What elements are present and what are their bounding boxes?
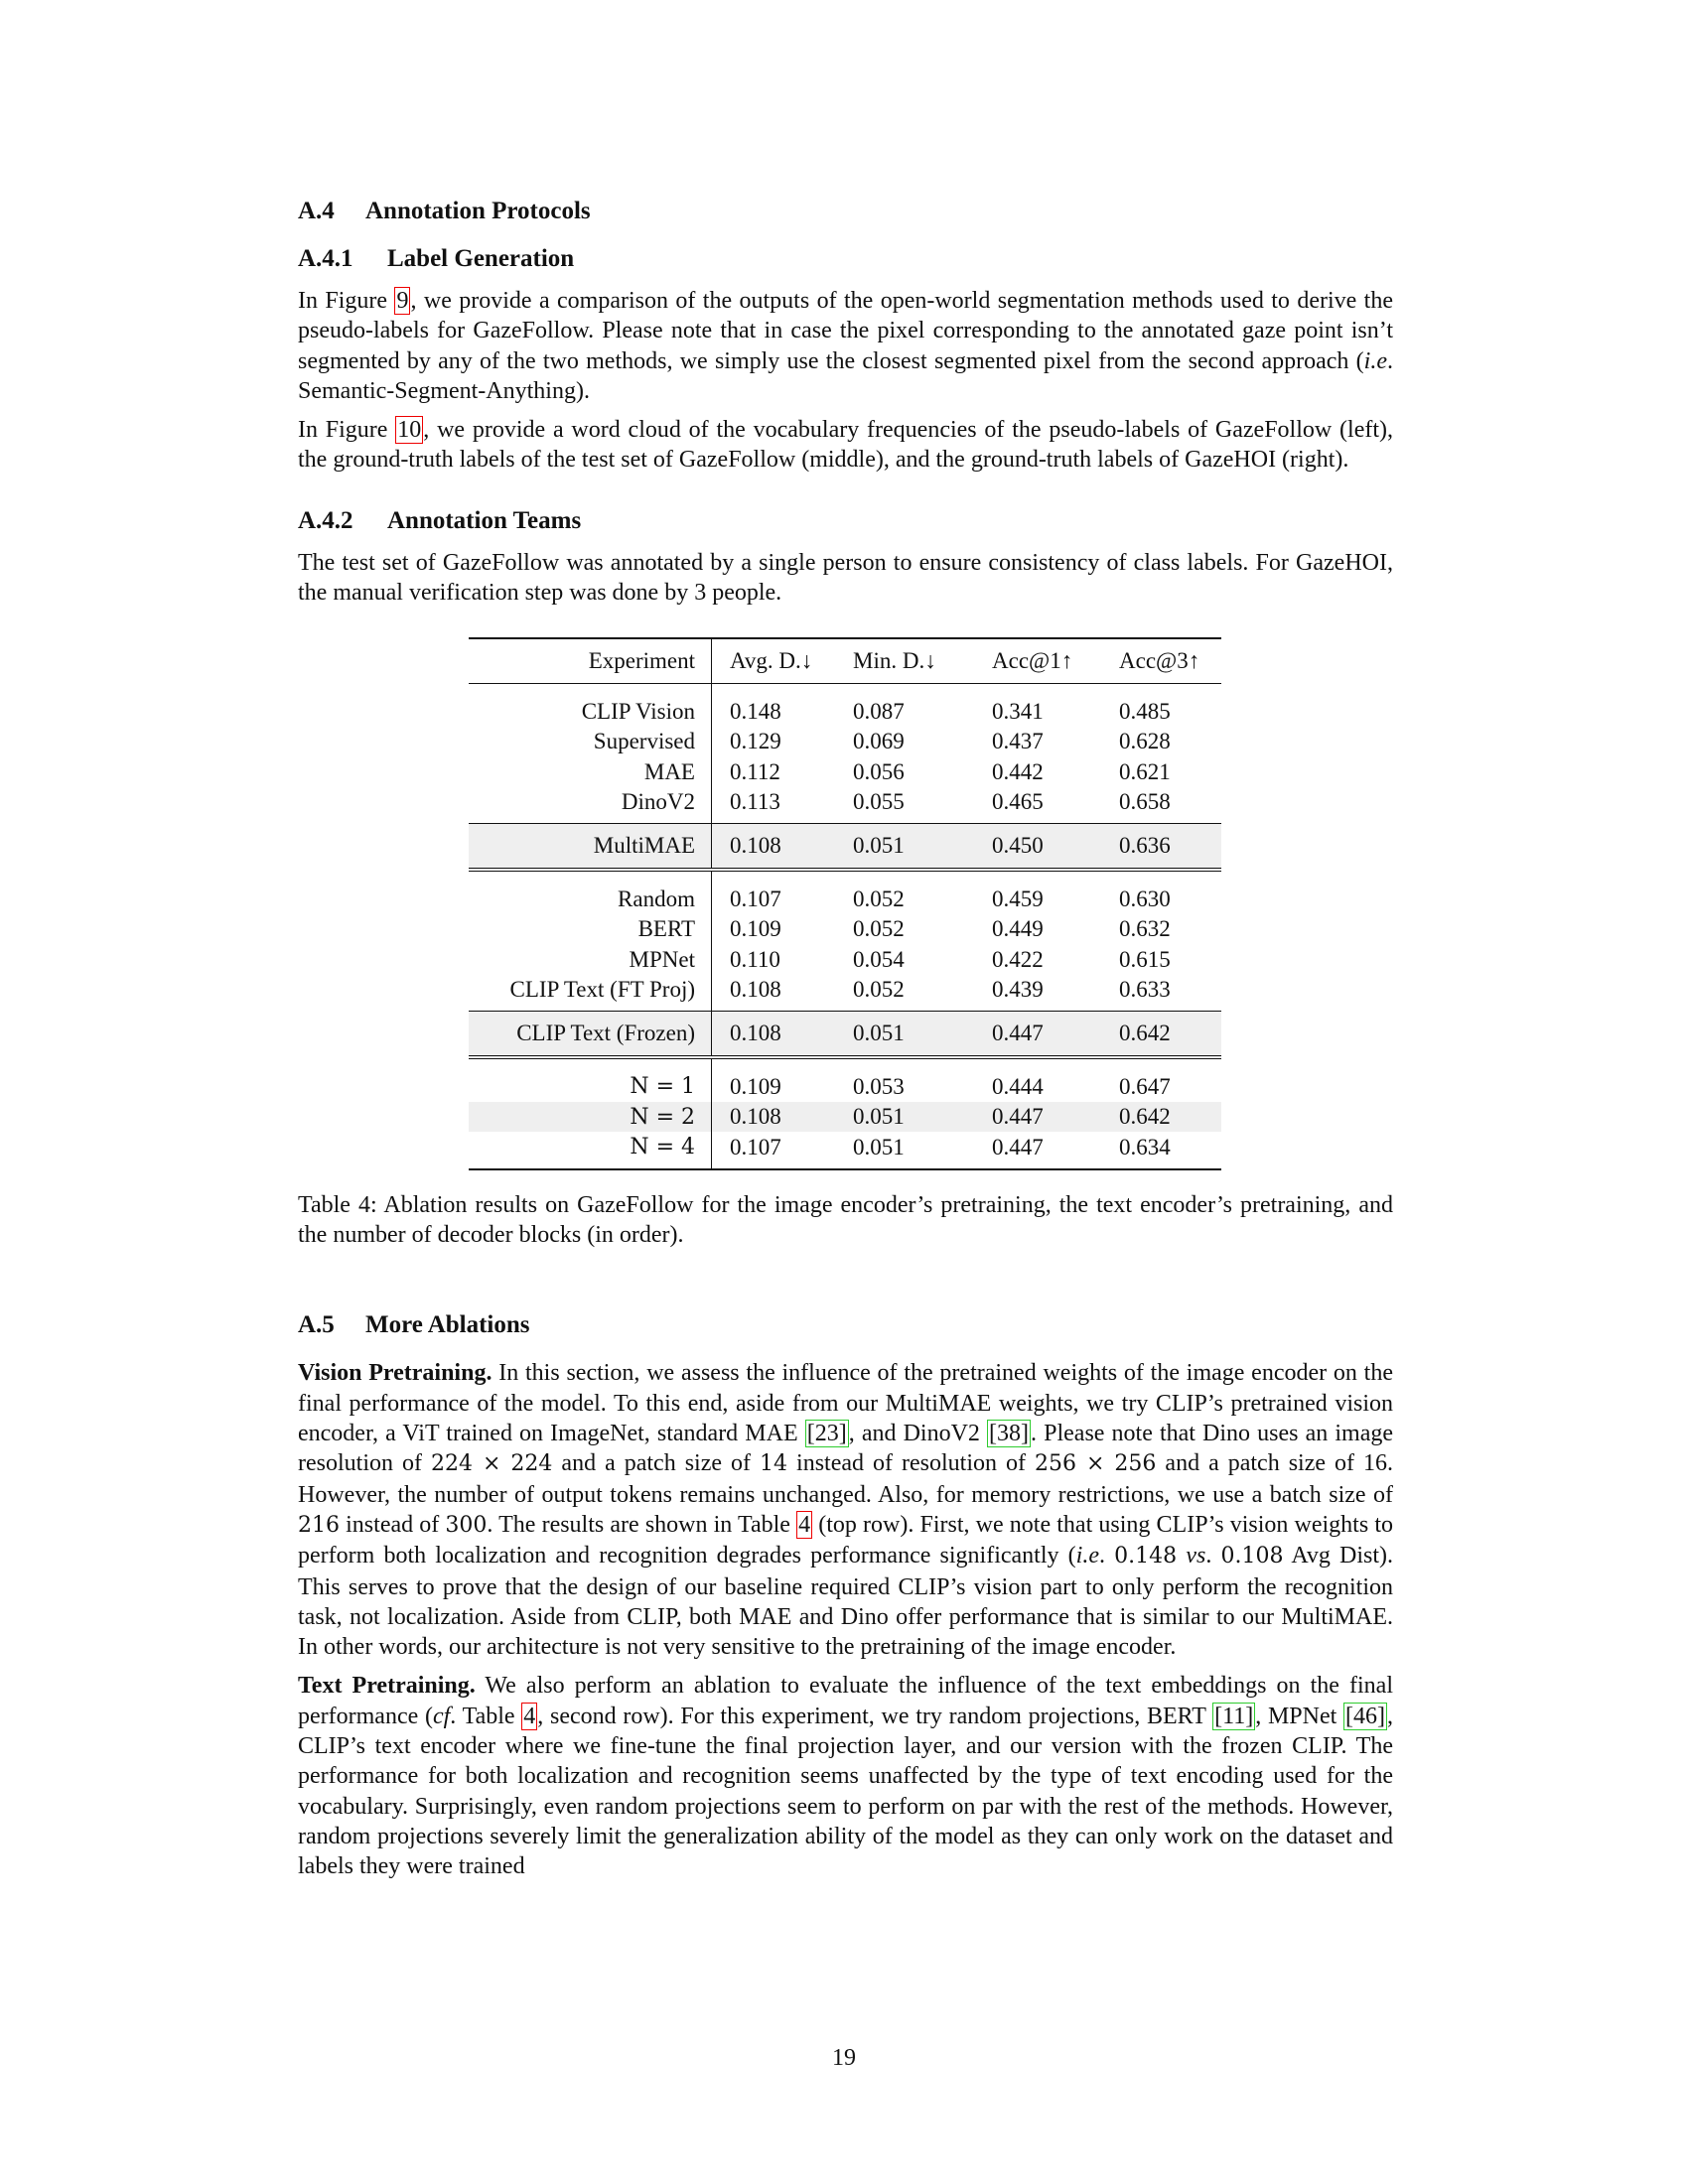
- table-row-highlight-multimae: [469, 824, 1221, 871]
- subsection-heading-a41: A.4.1 Label Generation: [298, 245, 575, 272]
- table-row: [469, 944, 1221, 975]
- header-acc1: Acc@1↑: [992, 648, 1073, 674]
- page-number: 19: [832, 2045, 856, 2071]
- table-cell: 0.108: [712, 1012, 840, 1058]
- table-cell: 0.110: [730, 946, 780, 972]
- paragraph-vision-pretraining: Vision Pretraining. In this section, we assess the influence of the pretrained weights of the image encoder on the final performance of the model. To this end, aside from our MultiMAE weights, we try CLIP’s pretrained vision encoder, a ViT trained on ImageNet, standard MAE [23], and DinoV2 [38]. Please note that Dino uses an image resolution of 224 × 224 and a patch size of 14 instead of resolution of 256 × 256 and a patch size of 16. However, the number of output tokens remains unchanged. Also, for memory restrictions, we use a batch size of 216 instead of 300. The results are shown in Table 4 (top row). First, we note that using CLIP’s vision weights to perform both localization and recognition degrades performance significantly (i.e. 0.148 vs. 0.108 Avg Dist). This serves to prove that the design of our baseline required CLIP’s vision part to only perform the recognition task, not localization. Aside from CLIP, both MAE and Dino offer performance that is similar to our MultiMAE. In other words, our architecture is not very sensitive to the pretraining of the image encoder.: [298, 1360, 1394, 1661]
- citation-ref-46[interactable]: [46]: [1345, 1703, 1385, 1729]
- table-cell: 0.108: [712, 1102, 840, 1133]
- table-cell: 0.459: [992, 886, 1044, 911]
- table-cell: 0.109: [730, 1073, 781, 1099]
- table-cell: 0.107: [730, 1134, 781, 1160]
- table-cell: N = 4: [469, 1132, 712, 1169]
- figure-ref-10[interactable]: 10: [397, 417, 422, 444]
- table-cell: 0.485: [1119, 698, 1171, 724]
- table-cell: 0.051: [853, 1134, 905, 1160]
- paper-page: [298, 197, 1393, 1891]
- citation-ref-38[interactable]: [38]: [989, 1421, 1030, 1447]
- table-cell: 0.051: [839, 1012, 962, 1058]
- table-ref-4-second[interactable]: 4: [523, 1703, 536, 1729]
- ablation-table: [469, 637, 1221, 1170]
- table-cell: 0.069: [853, 729, 905, 754]
- table-cell: 0.437: [992, 729, 1044, 754]
- table-cell: 0.442: [992, 758, 1044, 784]
- table-cell: 0.087: [853, 698, 905, 724]
- table-row: [469, 756, 1221, 787]
- table-cell: 0.642: [1091, 1012, 1221, 1058]
- table-cell: 0.449: [992, 916, 1044, 942]
- table-row: [469, 914, 1221, 945]
- table-row: [469, 684, 1221, 727]
- table-cell: 0.112: [730, 758, 780, 784]
- subsection-heading-a42: A.4.2 Annotation Teams: [298, 506, 582, 534]
- table-cell: 0.052: [853, 916, 905, 942]
- table-cell: 0.107: [730, 886, 781, 911]
- table-cell: 0.055: [853, 789, 905, 815]
- table-cell: 0.056: [853, 758, 905, 784]
- table-caption: Table 4: Ablation results on GazeFollow for the image encoder’s pretraining, the text encoder’s pretraining, and the number of decoder blocks (in order).: [298, 1191, 1393, 1249]
- table-cell: N = 2: [469, 1102, 712, 1133]
- table-cell: 0.053: [853, 1073, 905, 1099]
- table-header-row: [469, 638, 1221, 684]
- table-cell: MAE: [469, 756, 712, 787]
- paragraph-annotation-teams: The test set of GazeFollow was annotated by a single person to ensure consistency of class labels. For GazeHOI, the manual verification step was done by 3 people.: [298, 549, 1393, 607]
- table-cell: 0.051: [839, 824, 962, 871]
- table-cell: 0.642: [1091, 1102, 1221, 1133]
- table-cell: 0.628: [1119, 729, 1171, 754]
- table-cell: 0.465: [992, 789, 1044, 815]
- table-cell: 0.658: [1119, 789, 1171, 815]
- header-experiment: Experiment: [469, 638, 712, 684]
- table-cell: 0.052: [853, 977, 905, 1003]
- table-row: [469, 1132, 1221, 1169]
- table-row: [469, 1057, 1221, 1102]
- table-cell: DinoV2: [469, 787, 712, 824]
- table-cell: CLIP Text (Frozen): [469, 1012, 712, 1058]
- table-row: [469, 870, 1221, 914]
- table-cell: 0.108: [730, 977, 781, 1003]
- citation-ref-23[interactable]: [23]: [806, 1421, 847, 1447]
- table-cell: 0.634: [1119, 1134, 1171, 1160]
- table-cell: 0.109: [730, 916, 781, 942]
- table-cell: N = 1: [469, 1057, 712, 1102]
- table-cell: 0.447: [992, 1134, 1044, 1160]
- table-cell: CLIP Text (FT Proj): [469, 975, 712, 1012]
- table-cell: 0.447: [962, 1012, 1091, 1058]
- table-row: [469, 727, 1221, 757]
- table-cell: CLIP Vision: [469, 684, 712, 727]
- table-cell: 0.630: [1119, 886, 1171, 911]
- table-cell: 0.052: [853, 886, 905, 911]
- table-row-highlight-n2: [469, 1102, 1221, 1133]
- table-cell: 0.422: [992, 946, 1044, 972]
- table-cell: 0.051: [839, 1102, 962, 1133]
- table-cell: 0.341: [992, 698, 1044, 724]
- table-cell: 0.148: [730, 698, 781, 724]
- table-cell: 0.113: [730, 789, 780, 815]
- table-cell: MultiMAE: [469, 824, 712, 871]
- paragraph-label-generation-2: In Figure 10, we provide a word cloud of the vocabulary frequencies of the pseudo-labels of GazeFollow (left), the ground-truth labels of the test set of GazeFollow (middle), and the ground-truth labels of GazeHOI (right).: [298, 417, 1393, 474]
- table-cell: 0.129: [730, 729, 781, 754]
- table-cell: 0.632: [1119, 916, 1171, 942]
- table-cell: 0.444: [992, 1073, 1044, 1099]
- table-row: [469, 975, 1221, 1012]
- table-cell: Supervised: [469, 727, 712, 757]
- table-ref-4[interactable]: 4: [798, 1511, 811, 1538]
- table-cell: 0.636: [1091, 824, 1221, 871]
- table-cell: 0.439: [992, 977, 1044, 1003]
- paragraph-text-pretraining: Text Pretraining. We also perform an ablation to evaluate the influence of the text embeddings on the final performance (cf. Table 4, second row). For this experiment, we try random projections, BERT [11], MPNet [46], CLIP’s text encoder where we fine-tune the final projection layer, and our version with the frozen CLIP. The performance for both localization and recognition seems unaffected by the type of text encoding used for the vocabulary. Surprisingly, even random projections seem to perform on par with the rest of the methods. However, random projections severely limit the generalization ability of the model as they can only work on the dataset and labels they were trained: [298, 1673, 1394, 1880]
- header-avg-dist: Avg. D.↓: [730, 648, 813, 674]
- table-cell: 0.647: [1119, 1073, 1171, 1099]
- table-cell: 0.447: [962, 1102, 1091, 1133]
- table-cell: BERT: [469, 914, 712, 945]
- table-row-highlight-clip-text-frozen: [469, 1012, 1221, 1058]
- section-heading-a4: A.4 Annotation Protocols: [298, 198, 591, 224]
- table-cell: Random: [469, 870, 712, 914]
- table-cell: 0.621: [1119, 758, 1171, 784]
- section-heading-a5: A.5 More Ablations: [298, 1311, 530, 1339]
- table-row: [469, 787, 1221, 824]
- table-cell: MPNet: [469, 944, 712, 975]
- header-acc3: Acc@3↑: [1119, 648, 1200, 674]
- table-cell: 0.633: [1119, 977, 1171, 1003]
- table-cell: 0.615: [1119, 946, 1171, 972]
- table-cell: 0.108: [712, 824, 840, 871]
- figure-ref-9[interactable]: 9: [396, 288, 409, 314]
- table-cell: 0.450: [962, 824, 1091, 871]
- header-min-dist: Min. D.↓: [853, 648, 936, 674]
- table-cell: 0.054: [853, 946, 905, 972]
- citation-ref-11[interactable]: [11]: [1214, 1703, 1254, 1729]
- paragraph-label-generation-1: In Figure 9, we provide a comparison of the outputs of the open-world segmentation methods used to derive the pseudo-labels for GazeFollow. Please note that in case the pixel corresponding to the annotated gaze point isn’t segmented by any of the two methods, we simply use the closest segmented pixel from the second approach (i.e. Semantic-Segment-Anything).: [298, 288, 1394, 404]
